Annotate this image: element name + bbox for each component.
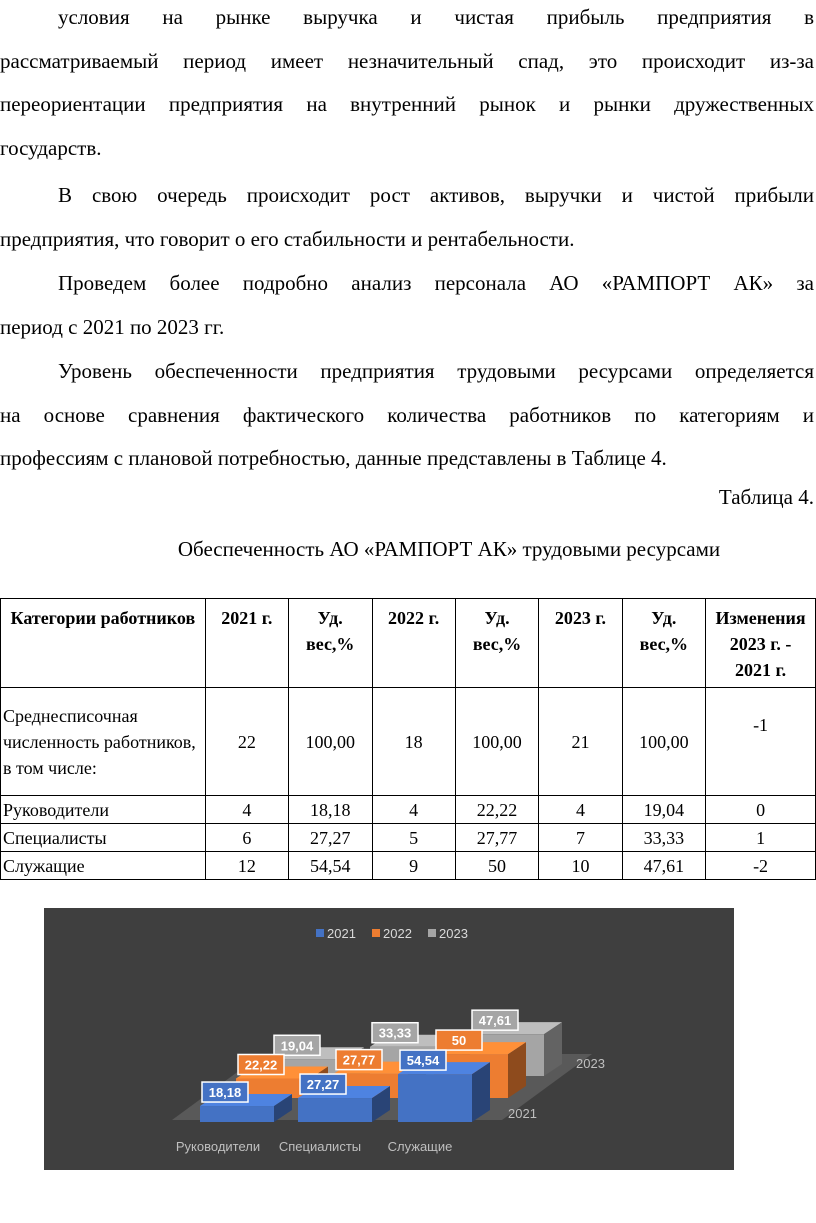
header-cell: 2021 г.: [205, 599, 288, 688]
value-cell: 10: [539, 852, 622, 880]
value-cell: 12: [205, 852, 288, 880]
depth-axis-label: 2021: [508, 1106, 537, 1121]
legend-label: 2021: [327, 926, 356, 941]
value-cell: -2: [706, 852, 816, 880]
legend-swatch: [316, 929, 324, 937]
value-cell: 1: [706, 824, 816, 852]
text-line: период с 2021 по 2023 гг.: [0, 314, 225, 339]
category-cell: Специалисты: [1, 824, 206, 852]
paragraph: [0, 0, 814, 170]
category-label: Руководители: [175, 1139, 261, 1154]
header-cell: 2023 г.: [539, 599, 622, 688]
value-cell: 0: [706, 796, 816, 824]
bar-chart-3d: [44, 908, 734, 1170]
depth-axis-label: 2023: [576, 1056, 605, 1071]
table-row: [1, 852, 816, 880]
chart-svg: [44, 908, 734, 1170]
header-cell: Категории работников: [1, 599, 206, 688]
value-cell: 100,00: [622, 688, 706, 796]
text-line: Проведем более подробно анализ персонала АО «РАМПОРТ АК» за: [58, 271, 814, 295]
legend-swatch: [428, 929, 436, 937]
text-line: рассматриваемый период имеет незначительный спад, это происходит из-за: [0, 48, 814, 73]
data-table: [0, 598, 816, 880]
category-cell: Среднесписочная численность работников, в том числе:: [1, 688, 206, 796]
table-header-row: [1, 599, 816, 688]
data-label: 33,33: [378, 1025, 412, 1041]
value-cell: 21: [539, 688, 622, 796]
category-cell: Руководители: [1, 796, 206, 824]
text-line: предприятия, что говорит о его стабильности и рентабельности.: [0, 226, 575, 251]
text-line: переориентации предприятия на внутренний рынок и рынки дружественных: [0, 92, 814, 116]
table-title: Обеспеченность АО «РАМПОРТ АК» трудовыми ресурсами: [177, 537, 721, 561]
data-label: 27,27: [306, 1077, 340, 1093]
header-cell: Уд. вес,%: [455, 599, 539, 688]
value-cell: 6: [205, 824, 288, 852]
text-line: государств.: [0, 135, 102, 160]
value-cell: 4: [372, 796, 455, 824]
value-cell: 27,77: [455, 824, 539, 852]
text-line: Уровень обеспеченности предприятия трудовыми ресурсами определяется: [58, 359, 814, 383]
data-label: 50: [451, 1033, 467, 1049]
data-label: 19,04: [280, 1038, 314, 1054]
paragraph: [0, 350, 814, 481]
category-label: Специалисты: [278, 1139, 362, 1154]
value-cell: 19,04: [622, 796, 706, 824]
text-line: профессиям с плановой потребностью, данные представлены в Таблице 4.: [0, 446, 667, 470]
value-cell: 47,61: [622, 852, 706, 880]
text-line: В свою очередь происходит рост активов, выручки и чистой прибыли: [58, 183, 814, 207]
data-label: 47,61: [478, 1013, 512, 1029]
paragraph: [0, 174, 814, 261]
value-cell: 4: [539, 796, 622, 824]
text-line: на основе сравнения фактического количества работников по категориям и: [0, 402, 814, 427]
header-cell: Уд. вес,%: [288, 599, 372, 688]
value-cell: 18: [372, 688, 455, 796]
value-cell: 9: [372, 852, 455, 880]
value-cell: 27,27: [288, 824, 372, 852]
text-line: условия на рынке выручка и чистая прибыль предприятия в: [58, 5, 814, 29]
table-row: [1, 824, 816, 852]
data-label: 18,18: [208, 1085, 242, 1101]
value-cell: 4: [205, 796, 288, 824]
data-label: 54,54: [406, 1053, 440, 1069]
value-cell: 54,54: [288, 852, 372, 880]
value-cell: -1: [706, 688, 816, 796]
table-label: Таблица 4.: [718, 485, 814, 509]
header-cell: Изменения 2023 г. - 2021 г.: [706, 599, 816, 688]
value-cell: 33,33: [622, 824, 706, 852]
legend-swatch: [372, 929, 380, 937]
bar: [298, 1098, 372, 1122]
value-cell: 22: [205, 688, 288, 796]
category-cell: Служащие: [1, 852, 206, 880]
value-cell: 7: [539, 824, 622, 852]
legend-label: 2022: [383, 926, 412, 941]
bar: [200, 1106, 274, 1122]
value-cell: 100,00: [455, 688, 539, 796]
value-cell: 50: [455, 852, 539, 880]
legend-label: 2023: [439, 926, 468, 941]
table-row: [1, 796, 816, 824]
header-cell: Уд. вес,%: [622, 599, 706, 688]
category-label: Служащие: [387, 1139, 453, 1154]
value-cell: 22,22: [455, 796, 539, 824]
value-cell: 100,00: [288, 688, 372, 796]
value-cell: 18,18: [288, 796, 372, 824]
paragraph: [0, 262, 814, 349]
data-label: 27,77: [342, 1052, 376, 1068]
bar: [398, 1074, 472, 1122]
header-cell: 2022 г.: [372, 599, 455, 688]
data-label: 22,22: [244, 1057, 278, 1073]
table-row: [1, 688, 816, 796]
value-cell: 5: [372, 824, 455, 852]
